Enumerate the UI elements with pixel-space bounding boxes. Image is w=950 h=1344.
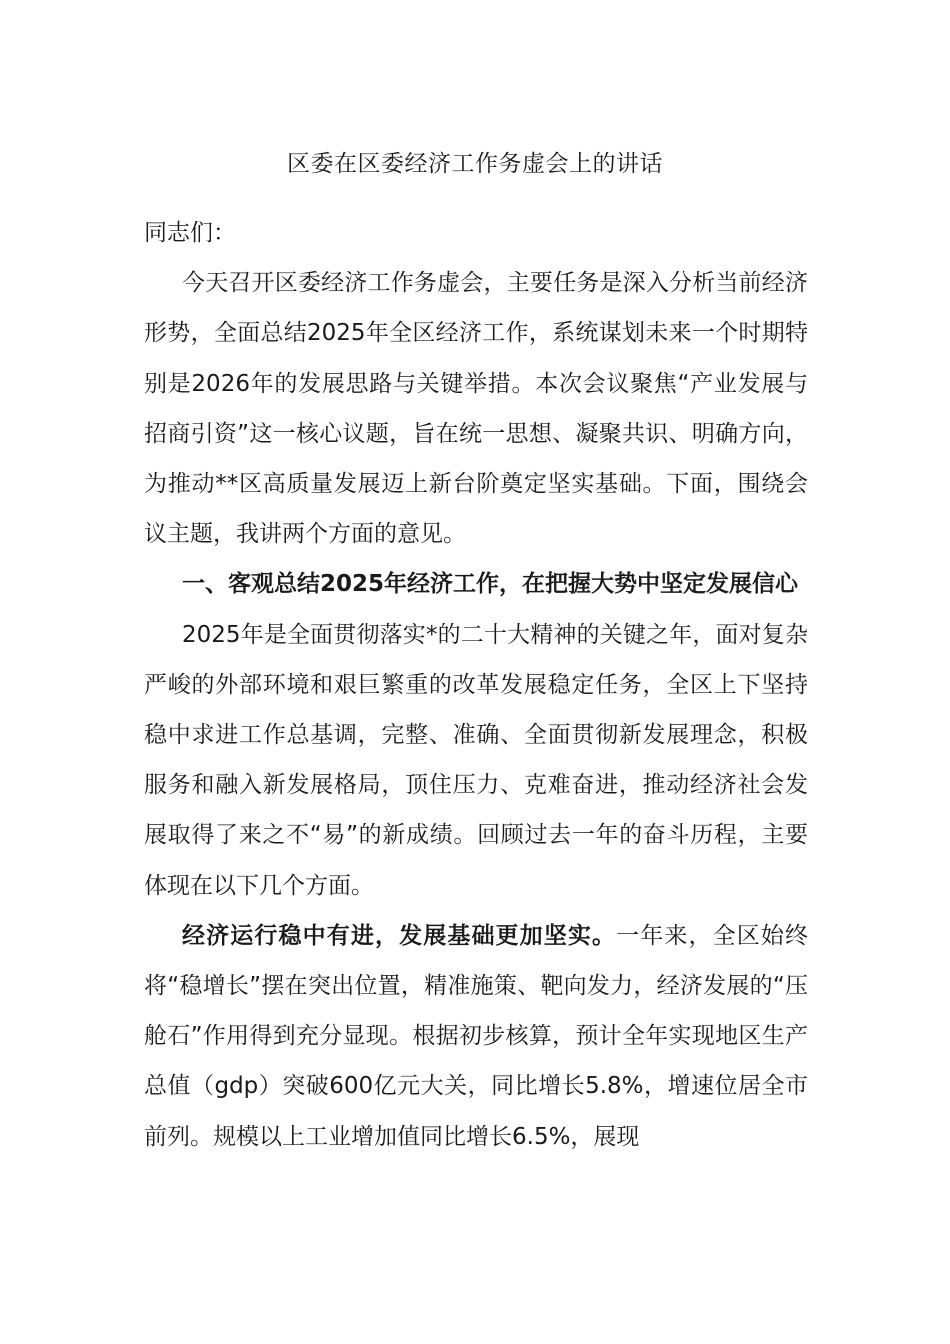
economy-lead-bold: 经济运行稳中有进，发展基础更加坚实。 [182, 922, 617, 949]
document-title: 区委在区委经济工作务虚会上的讲话 [287, 151, 663, 177]
economy-paragraph: 一年来，全区始终将“稳增长”摆在突出位置，精准施策、靶向发力，经济发展的“压舱石”作用得到充分显现。根据初步核算，预计全年实现地区生产总值（gdp）突破600亿元大关，同比增长5.8%，增速位居全市前列。规模以上工业增加值同比增长6.5%，展现 [144, 922, 809, 1150]
salutation: 同志们： [144, 220, 236, 246]
section-heading-1: 一、客观总结2025年经济工作，在把握大势中坚定发展信心 [182, 571, 799, 598]
document-body [144, 208, 808, 1162]
intro-paragraph: 今天召开区委经济工作务虚会，主要任务是深入分析当前经济形势，全面总结2025年全区经济工作，系统谋划未来一个时期特别是2026年的发展思路与关键举措。本次会议聚焦“产业发展与招商引资”这一核心议题，旨在统一思想、凝聚共识、明确方向，为推动**区高质量发展迈上新台阶奠定坚实基础。下面，围绕会议主题，我讲两个方面的意见。 [144, 270, 808, 548]
economy-paragraph-block [144, 911, 808, 1162]
section-paragraph-1: 2025年是全面贯彻落实*的二十大精神的关键之年，面对复杂严峻的外部环境和艰巨繁重的改革发展稳定任务，全区上下坚持稳中求进工作总基调，完整、准确、全面贯彻新发展理念，积极服务和融入新发展格局，顶住压力、克难奋进，推动经济社会发展取得了来之不“易”的新成绩。回顾过去一年的奋斗历程，主要体现在以下几个方面。 [144, 621, 808, 899]
